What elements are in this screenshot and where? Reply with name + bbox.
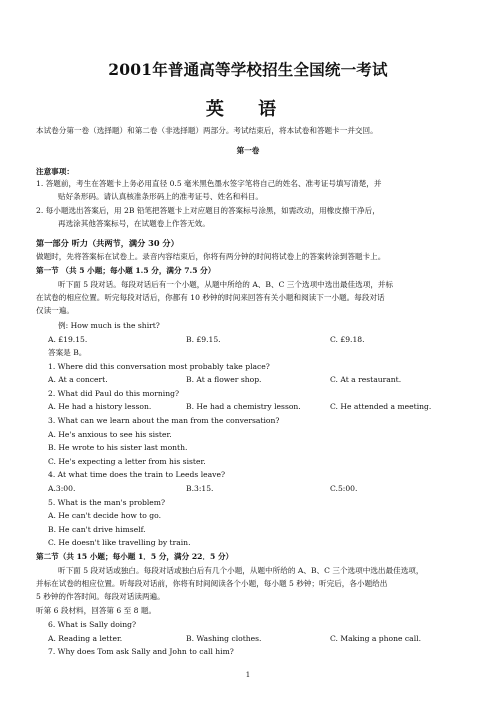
question-3: 3. What can we learn about the man from the conversation? [48,416,280,425]
question-3-option-a: A. He's anxious to see his sister. [48,430,172,439]
question-4-option-c: C.5:00. [330,484,358,493]
question-4-option-a: A.3:00. [48,484,76,493]
question-7: 7. Why does Tom ask Sally and John to call him? [48,647,234,656]
question-2-option-a: A. He had a history lesson. [48,402,152,411]
question-2-option-c: C. He attended a meeting. [330,402,432,411]
section1-title: 第一节 （共 5 小题；每小题 1.5 分，满分 7.5 分） [36,266,216,275]
question-1-option-c: C. At a restaurant. [330,375,402,384]
question-1-option-a: A. At a concert. [48,375,108,384]
question-5-option-b: B. He can't drive himself. [48,525,146,534]
example-option-a: A. £19.15. [48,335,88,344]
example-option-b: B. £9.15. [186,335,221,344]
note-item-1: 1. 答题前，考生在答题卡上务必用直径 0.5 毫米黑色墨水签字笔将自己的姓名、准考证号填写清楚，并 [36,179,382,188]
example-answer: 答案是 B。 [48,348,87,357]
note-item-1-cont: 贴好条形码。请认真核准条形码上的准考证号、姓名和科目。 [58,192,264,201]
section1-directions: 听下面 5 段对话。每段对话后有一个小题，从题中所给的 A、B、C 三个选项中选出最佳选项，并标 [58,280,394,289]
example-question: 例: How much is the shirt? [58,321,160,330]
question-1-option-b: B. At a flower shop. [186,375,262,384]
question-6-option-a: A. Reading a letter. [48,634,123,643]
question-6: 6. What is Sally doing? [48,620,137,629]
note-item-2-cont: 再选涂其他答案标号，在试题卷上作答无效。 [58,219,210,228]
intro-text: 本试卷分第一卷（选择题）和第二卷（非选择题）两部分。考试结束后，将本试卷和答题卡一并交回。 [36,126,378,135]
example-option-c: C. £9.18. [330,335,365,344]
section2-directions-end: 5 秒钟的作答时间。每段对话读两遍。 [36,592,165,601]
subject-title: 英 语 [205,99,291,120]
question-6-option-b: B. Washing clothes. [186,634,262,643]
section2-title: 第二节（共 15 小题；每小题 1．5 分，满分 22．5 分） [36,552,234,561]
exam-title: 2001年普通高等学校招生全国统一考试 [108,60,388,79]
section2-material: 听第 6 段材料，回答第 6 至 8 题。 [36,606,157,615]
section2-directions-cont: 并标在试卷的相应位置。听每段对话前，你将有时间阅读各个小题，每小题 5 秒钟；听完后，各小题给出 [36,579,388,588]
section1-directions-end: 仅读一遍。 [36,306,74,315]
page-number: 1 [245,671,251,679]
section1-directions-cont: 在试卷的相应位置。听完每段对话后，你都有 10 秒钟的时间来回答有关小题和阅读下一小题。每段对话 [36,293,385,302]
question-6-option-c: C. Making a phone call. [330,634,421,643]
question-1: 1. Where did this conversation most probably take place? [48,362,270,371]
question-5-option-a: A. He can't decide how to go. [48,511,161,520]
question-3-option-b: B. He wrote to his sister last month. [48,443,188,452]
question-5: 5. What is the man's problem? [48,498,166,507]
question-2: 2. What did Paul do this morning? [48,389,180,398]
notes-heading: 注意事项： [36,167,74,176]
question-5-option-c: C. He doesn't like travelling by train. [48,538,191,547]
question-2-option-b: B. He had a chemistry lesson. [186,402,301,411]
part1-title: 第一部分 听力（共两节，满分 30 分） [36,238,179,248]
section2-directions: 听下面 5 段对话或独白。每段对话或独白后有几个小题，从题中所给的 A、B、C 三个选项中选出最佳选项， [58,566,424,575]
part1-instruction: 做题时，先将答案标在试卷上。录音内容结束后，你将有两分钟的时间将试卷上的答案转涂到答题卡上。 [36,252,386,261]
volume-title: 第一卷 [236,146,260,155]
question-3-option-c: C. He's expecting a letter from his sister. [48,457,206,466]
note-item-2: 2. 每小题选出答案后，用 2B 铅笔把答题卡上对应题目的答案标号涂黑，如需改动，用橡皮擦干净后， [36,206,380,215]
question-4: 4. At what time does the train to Leeds leave? [48,470,226,479]
question-4-option-b: B.3:15. [186,484,214,493]
